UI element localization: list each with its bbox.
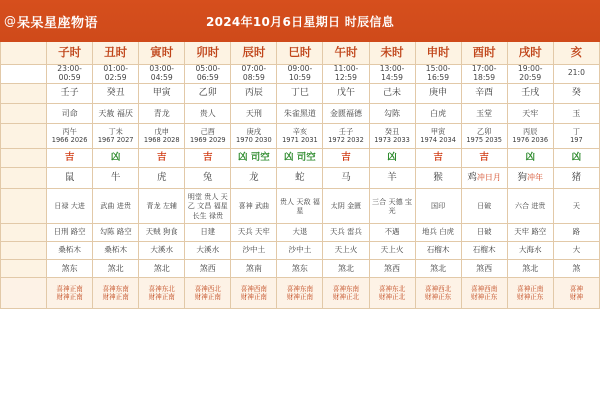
zodiac-clash-mark: 冲日月 — [476, 173, 501, 183]
row-label-time-range — [1, 65, 47, 84]
luck-value: 吉 — [433, 152, 443, 164]
year-numbers: 1975 2035 — [466, 136, 502, 145]
cell-time-range: 19:00-20:59 — [507, 65, 553, 84]
cell-luck — [415, 148, 461, 167]
luck-value: 吉 — [341, 152, 351, 164]
cell-clash: 天贼 狗食 — [139, 223, 185, 241]
year-ganzhi: 癸丑 — [384, 127, 400, 137]
cell-time-range: 05:00-06:59 — [185, 65, 231, 84]
cell-shichen[interactable]: 辰时 — [231, 42, 277, 65]
row-label-ganzhi — [1, 83, 47, 103]
luck-value: 凶 — [387, 152, 397, 164]
year-numbers: 1970 2030 — [236, 136, 272, 145]
cell-shichen[interactable]: 酉时 — [461, 42, 507, 65]
cell-auspicious-spirits: 日禄 大进 — [47, 188, 93, 223]
direction-line: 财神正南 — [194, 292, 221, 301]
zodiac-animal: 羊 — [387, 172, 397, 184]
luck-value: 吉 — [479, 152, 489, 164]
zodiac-clash-mark: 冲年 — [526, 173, 543, 183]
cell-shichen[interactable]: 卯时 — [185, 42, 231, 65]
direction-line: 财神正东 — [424, 292, 452, 301]
year-ganzhi: 丙辰 — [523, 127, 538, 137]
year-ganzhi: 己酉 — [200, 127, 215, 137]
zodiac-animal: 鼠 — [64, 172, 75, 184]
year-numbers: 1968 2028 — [143, 136, 180, 145]
zodiac-animal: 龙 — [249, 172, 259, 184]
cell-year-cycle — [231, 123, 277, 148]
cell-ganzhi: 庚申 — [415, 83, 461, 103]
cell-clash: 日刑 路空 — [47, 223, 93, 241]
cell-clash: 路 — [553, 223, 599, 241]
table-row-direction — [1, 277, 600, 308]
cell-time-range: 01:00-02:59 — [93, 65, 139, 84]
year-numbers: 1974 2034 — [420, 136, 456, 145]
direction-line: 财神正南 — [240, 292, 268, 301]
cell-shichen[interactable]: 戌时 — [507, 42, 553, 65]
cell-luck — [47, 148, 93, 167]
cell-shichen[interactable]: 申时 — [415, 42, 461, 65]
year-numbers: 1972 2032 — [328, 136, 364, 145]
direction-line: 财神正北 — [378, 292, 406, 301]
cell-shichen[interactable]: 未时 — [369, 42, 415, 65]
cell-auspicious-spirits: 明堂 贵人 天乙 文昌 福星 长生 禄贵 — [185, 188, 231, 223]
luck-value: 凶 — [525, 152, 535, 164]
cell-zodiac — [323, 167, 369, 188]
cell-luck — [461, 148, 507, 167]
cell-ganzhi: 壬子 — [47, 83, 93, 103]
cell-year-cycle — [139, 123, 185, 148]
cell-auspicious-spirits: 太阴 金匮 — [323, 188, 369, 223]
cell-zodiac — [93, 167, 139, 188]
row-label-nayin — [1, 241, 47, 259]
direction-line: 财神正东 — [470, 292, 498, 301]
row-label-shichen — [1, 42, 47, 65]
year-numbers: 1969 2029 — [189, 136, 226, 145]
cell-time-range: 03:00-04:59 — [139, 65, 185, 84]
cell-zodiac — [369, 167, 415, 188]
year-ganzhi: 丁 — [572, 127, 580, 137]
cell-year-cycle — [323, 123, 369, 148]
cell-time-range: 21:0 — [553, 65, 599, 84]
direction-line: 喜神西北 — [424, 284, 452, 293]
cell-taishen: 煞北 — [323, 259, 369, 277]
cell-luck — [323, 148, 369, 167]
cell-zodiac — [553, 167, 599, 188]
year-numbers: 1967 2027 — [97, 136, 134, 145]
cell-auspicious-spirits: 喜神 武曲 — [231, 188, 277, 223]
direction-line: 财神正南 — [102, 292, 129, 301]
cell-clash: 地兵 白虎 — [415, 223, 461, 241]
cell-nayin: 天上火 — [323, 241, 369, 259]
cell-zodiac — [185, 167, 231, 188]
cell-auspicious-spirits: 三合 天德 宝光 — [369, 188, 415, 223]
cell-zodiac — [461, 167, 507, 188]
cell-shichen[interactable]: 寅时 — [139, 42, 185, 65]
direction-line: 财神 — [569, 292, 583, 301]
cell-direction — [507, 277, 553, 308]
brand-symbol-icon: @ — [4, 14, 16, 28]
cell-direction — [185, 277, 231, 308]
cell-nayin: 石榴木 — [461, 241, 507, 259]
year-ganzhi: 丁未 — [108, 127, 123, 137]
cell-auspicious-spirits: 青龙 左辅 — [139, 188, 185, 223]
direction-line: 财神正南 — [286, 292, 314, 301]
direction-line: 喜神东南 — [102, 284, 129, 293]
row-label-direction — [1, 277, 47, 308]
table-row-time-range — [1, 65, 600, 84]
row-label-clash — [1, 223, 47, 241]
cell-shen: 朱雀黑道 — [277, 103, 323, 123]
cell-ganzhi: 壬戌 — [507, 83, 553, 103]
table-row-luck — [1, 148, 600, 167]
cell-zodiac — [277, 167, 323, 188]
table-row-auspicious-spirits — [1, 188, 600, 223]
shichen-table — [0, 42, 600, 309]
cell-year-cycle — [93, 123, 139, 148]
cell-nayin: 沙中土 — [231, 241, 277, 259]
cell-shen: 天刑 — [231, 103, 277, 123]
cell-year-cycle — [185, 123, 231, 148]
row-label-shen — [1, 103, 47, 123]
cell-clash: 勾陈 路空 — [93, 223, 139, 241]
zodiac-animal: 马 — [341, 172, 351, 184]
cell-luck — [93, 148, 139, 167]
cell-direction — [93, 277, 139, 308]
direction-line: 财神正南 — [148, 292, 175, 301]
year-ganzhi: 辛亥 — [292, 127, 308, 137]
year-numbers: 1976 2036 — [512, 136, 549, 145]
cell-taishen: 煞 — [553, 259, 599, 277]
cell-taishen: 煞东 — [47, 259, 93, 277]
cell-nayin: 桑柘木 — [47, 241, 93, 259]
year-numbers: 1971 2031 — [282, 136, 318, 145]
cell-shichen[interactable]: 子时 — [47, 42, 93, 65]
year-ganzhi: 丙午 — [62, 127, 77, 137]
cell-shen: 玉 — [553, 103, 599, 123]
direction-line: 财神正东 — [517, 292, 544, 301]
cell-shen: 勾陈 — [369, 103, 415, 123]
luck-value: 吉 — [64, 152, 75, 164]
cell-time-range: 13:00-14:59 — [369, 65, 415, 84]
cell-direction — [323, 277, 369, 308]
cell-shichen[interactable]: 亥 — [553, 42, 599, 65]
table-row-zodiac — [1, 167, 600, 188]
table-row-clash — [1, 223, 600, 241]
top-header-bar — [0, 0, 600, 42]
direction-line: 财神正南 — [56, 292, 83, 301]
direction-line: 喜神西北 — [194, 284, 221, 293]
direction-line: 喜神东北 — [148, 284, 175, 293]
brand-logo[interactable] — [0, 12, 98, 31]
table-row-year-cycle — [1, 123, 600, 148]
cell-time-range: 17:00-18:59 — [461, 65, 507, 84]
cell-zodiac — [231, 167, 277, 188]
zodiac-animal: 牛 — [110, 172, 121, 184]
cell-shen: 金匮福德 — [323, 103, 369, 123]
cell-direction — [461, 277, 507, 308]
cell-taishen: 煞北 — [415, 259, 461, 277]
cell-shen: 青龙 — [139, 103, 185, 123]
cell-shen: 天牢 — [507, 103, 553, 123]
table-row-shichen — [1, 42, 600, 65]
cell-luck — [139, 148, 185, 167]
cell-nayin: 大溪水 — [185, 241, 231, 259]
cell-nayin: 天上火 — [369, 241, 415, 259]
cell-nayin: 石榴木 — [415, 241, 461, 259]
cell-direction — [277, 277, 323, 308]
cell-clash: 天兵 雷兵 — [323, 223, 369, 241]
cell-shen: 贵人 — [185, 103, 231, 123]
table-row-ganzhi — [1, 83, 600, 103]
direction-line: 喜神 — [569, 284, 583, 293]
cell-shen: 白虎 — [415, 103, 461, 123]
cell-clash: 日建 — [185, 223, 231, 241]
direction-line: 喜神东北 — [378, 284, 406, 293]
luck-value: 凶 司空 — [237, 152, 270, 164]
row-label-zodiac — [1, 167, 47, 188]
zodiac-animal: 兔 — [203, 172, 213, 184]
cell-year-cycle — [47, 123, 93, 148]
cell-auspicious-spirits: 武曲 进贵 — [93, 188, 139, 223]
cell-ganzhi: 丙辰 — [231, 83, 277, 103]
cell-taishen: 煞西 — [369, 259, 415, 277]
row-label-luck — [1, 148, 47, 167]
row-label-taishen — [1, 259, 47, 277]
zodiac-animal: 蛇 — [295, 172, 305, 184]
zodiac-animal: 鸡 — [467, 172, 477, 184]
cell-ganzhi: 戊午 — [323, 83, 369, 103]
cell-taishen: 煞北 — [93, 259, 139, 277]
cell-auspicious-spirits: 贵人 天敌 福星 — [277, 188, 323, 223]
cell-auspicious-spirits: 六合 进贵 — [507, 188, 553, 223]
shichen-table-body — [1, 42, 600, 308]
cell-taishen: 煞西 — [461, 259, 507, 277]
luck-value: 凶 司空 — [284, 152, 316, 164]
cell-taishen: 煞北 — [507, 259, 553, 277]
direction-line: 喜神正南 — [56, 284, 83, 293]
direction-line: 财神正北 — [332, 292, 360, 301]
direction-line: 喜神东南 — [332, 284, 360, 293]
cell-nayin: 大溪水 — [139, 241, 185, 259]
cell-year-cycle — [553, 123, 599, 148]
cell-ganzhi: 乙卯 — [185, 83, 231, 103]
cell-zodiac — [139, 167, 185, 188]
cell-year-cycle — [415, 123, 461, 148]
cell-year-cycle — [277, 123, 323, 148]
cell-clash: 不遇 — [369, 223, 415, 241]
luck-value: 凶 — [571, 152, 582, 164]
cell-time-range: 23:00-00:59 — [47, 65, 93, 84]
year-ganzhi: 甲寅 — [430, 127, 446, 137]
luck-value: 吉 — [203, 152, 213, 164]
cell-luck — [231, 148, 277, 167]
cell-year-cycle — [507, 123, 553, 148]
zodiac-animal: 猪 — [571, 172, 582, 184]
zodiac-animal: 猴 — [433, 172, 443, 184]
cell-shichen[interactable]: 巳时 — [277, 42, 323, 65]
cell-clash: 日破 — [461, 223, 507, 241]
cell-nayin: 大海水 — [507, 241, 553, 259]
cell-clash: 天牢 路空 — [507, 223, 553, 241]
cell-zodiac — [47, 167, 93, 188]
page-title: 2024年10月6日星期日 时辰信息 — [205, 14, 395, 29]
cell-nayin: 大 — [553, 241, 599, 259]
cell-time-range: 11:00-12:59 — [323, 65, 369, 84]
year-numbers: 197 — [570, 136, 583, 145]
cell-luck — [185, 148, 231, 167]
cell-clash: 大退 — [277, 223, 323, 241]
cell-time-range: 15:00-16:59 — [415, 65, 461, 84]
cell-zodiac — [507, 167, 553, 188]
direction-line: 喜神正南 — [517, 284, 544, 293]
cell-auspicious-spirits: 国印 — [415, 188, 461, 223]
cell-clash: 天兵 天牢 — [231, 223, 277, 241]
table-row-nayin — [1, 241, 600, 259]
table-row-taishen — [1, 259, 600, 277]
cell-year-cycle — [369, 123, 415, 148]
direction-line: 喜神西南 — [240, 284, 268, 293]
cell-ganzhi: 辛酉 — [461, 83, 507, 103]
luck-value: 吉 — [156, 152, 167, 164]
cell-ganzhi: 丁巳 — [277, 83, 323, 103]
cell-time-range: 09:00-10:59 — [277, 65, 323, 84]
zodiac-animal: 狗 — [517, 172, 527, 184]
cell-taishen: 煞西 — [185, 259, 231, 277]
cell-shen: 天赦 福厌 — [93, 103, 139, 123]
cell-nayin: 沙中土 — [277, 241, 323, 259]
cell-auspicious-spirits: 日破 — [461, 188, 507, 223]
cell-shichen[interactable]: 午时 — [323, 42, 369, 65]
year-ganzhi: 庚戌 — [246, 127, 262, 137]
cell-ganzhi: 癸丑 — [93, 83, 139, 103]
cell-luck — [369, 148, 415, 167]
cell-taishen: 煞东 — [277, 259, 323, 277]
cell-taishen: 煞南 — [231, 259, 277, 277]
luck-value: 凶 — [110, 152, 121, 164]
row-label-year-cycle — [1, 123, 47, 148]
year-numbers: 1973 2033 — [374, 136, 410, 145]
year-ganzhi: 壬子 — [338, 127, 354, 137]
cell-direction — [47, 277, 93, 308]
brand-name: 呆呆星座物语 — [17, 15, 99, 31]
cell-luck — [553, 148, 599, 167]
cell-zodiac — [415, 167, 461, 188]
row-label-auspicious-spirits — [1, 188, 47, 223]
cell-luck — [507, 148, 553, 167]
cell-taishen: 煞北 — [139, 259, 185, 277]
cell-direction — [139, 277, 185, 308]
cell-ganzhi: 己未 — [369, 83, 415, 103]
cell-luck — [277, 148, 323, 167]
zodiac-animal: 虎 — [156, 172, 167, 184]
cell-ganzhi: 癸 — [553, 83, 599, 103]
direction-line: 喜神西南 — [470, 284, 498, 293]
cell-shen: 司命 — [47, 103, 93, 123]
cell-ganzhi: 甲寅 — [139, 83, 185, 103]
cell-direction — [553, 277, 599, 308]
cell-auspicious-spirits: 天 — [553, 188, 599, 223]
year-ganzhi: 乙卯 — [476, 127, 492, 137]
cell-nayin: 桑柘木 — [93, 241, 139, 259]
year-numbers: 1966 2026 — [51, 136, 88, 145]
year-ganzhi: 戊申 — [154, 127, 169, 137]
cell-time-range: 07:00-08:59 — [231, 65, 277, 84]
cell-year-cycle — [461, 123, 507, 148]
cell-direction — [369, 277, 415, 308]
cell-direction — [415, 277, 461, 308]
cell-shichen[interactable]: 丑时 — [93, 42, 139, 65]
cell-direction — [231, 277, 277, 308]
table-row-shen — [1, 103, 600, 123]
direction-line: 喜神东南 — [286, 284, 314, 293]
cell-shen: 玉堂 — [461, 103, 507, 123]
